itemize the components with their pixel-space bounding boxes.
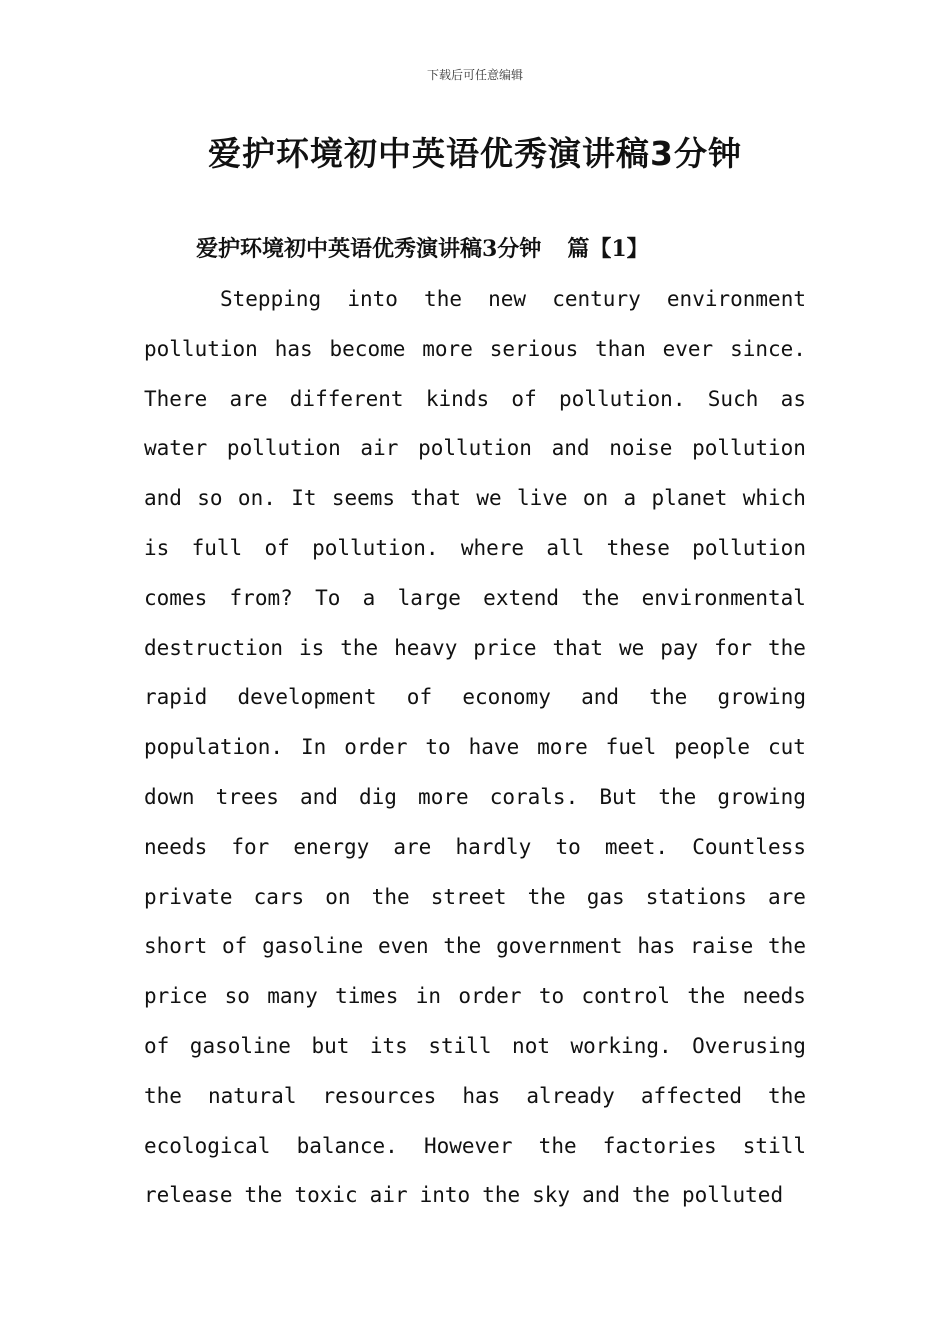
word: are <box>767 884 806 909</box>
document-title: 爱护环境初中英语优秀演讲稿3分钟 <box>208 134 742 173</box>
word: a <box>623 486 637 511</box>
word: since. <box>730 336 806 361</box>
word: economy <box>462 685 551 710</box>
word: It <box>291 486 317 511</box>
word: the <box>340 635 379 660</box>
word: already <box>526 1083 615 1108</box>
word: where <box>460 535 525 560</box>
word: pollution <box>418 436 532 461</box>
word: the <box>538 1133 577 1158</box>
word: we <box>618 635 645 660</box>
word: century <box>552 287 641 311</box>
word: which <box>742 486 806 511</box>
word: its <box>369 1033 408 1058</box>
word: pollution. <box>559 386 686 411</box>
word: these <box>606 535 670 560</box>
word: natural <box>207 1083 297 1108</box>
word: large <box>397 585 461 610</box>
word: gas <box>586 884 625 909</box>
word: are <box>393 834 432 859</box>
word: the <box>581 585 620 610</box>
word: the <box>768 934 806 959</box>
word: and <box>551 436 590 461</box>
word: so <box>197 486 223 511</box>
word: fuel <box>605 735 657 760</box>
word: as <box>780 386 806 411</box>
body-line <box>144 781 806 831</box>
word: to <box>538 984 565 1009</box>
word: many <box>267 984 318 1009</box>
word: into <box>419 1183 471 1208</box>
word: pollution <box>692 535 806 560</box>
word: on <box>582 486 609 511</box>
word: ever <box>662 336 714 361</box>
body-line <box>144 283 806 333</box>
body-line <box>144 831 806 881</box>
word: corals. <box>489 784 579 809</box>
word: serious <box>489 336 579 361</box>
word: even <box>378 934 429 959</box>
word: the <box>649 685 688 710</box>
word: energy <box>293 834 370 859</box>
word: noise <box>609 436 673 461</box>
body-line <box>144 1130 806 1180</box>
word: There <box>144 386 208 411</box>
word: still <box>742 1133 806 1158</box>
word: ecological <box>144 1133 271 1158</box>
word: sky <box>532 1183 571 1208</box>
word: and <box>299 784 338 809</box>
word: Such <box>707 386 759 411</box>
body-line <box>144 1179 806 1229</box>
word: order <box>344 735 408 760</box>
word: gasoline <box>189 1033 291 1058</box>
body-line <box>144 432 806 482</box>
word: a <box>362 585 376 610</box>
word: that <box>410 486 461 511</box>
word: is <box>299 635 325 660</box>
word: development <box>237 685 377 710</box>
word: growing <box>717 784 806 809</box>
word: factories <box>602 1133 717 1158</box>
word: stations <box>645 884 747 909</box>
word: pollution <box>692 436 806 461</box>
word: needs <box>742 984 806 1009</box>
word: for <box>714 635 752 660</box>
word: hardly <box>455 834 532 859</box>
section-heading-title: 爱护环境初中英语优秀演讲稿3分钟 <box>196 236 542 262</box>
word: air <box>360 436 399 461</box>
body-line <box>144 1080 806 1130</box>
word: price <box>144 984 208 1009</box>
word: so <box>224 984 250 1009</box>
word: To <box>315 585 341 610</box>
word: people <box>674 735 751 760</box>
word: resources <box>322 1083 437 1108</box>
header-note: 下载后可任意编辑 <box>426 68 523 82</box>
word: short <box>144 934 208 959</box>
word: for <box>231 834 270 859</box>
word: pollution <box>226 436 341 461</box>
word: water <box>144 436 208 461</box>
word: and <box>144 486 182 511</box>
word: the <box>632 1183 670 1208</box>
word: the <box>443 934 482 959</box>
word: balance. <box>296 1133 398 1158</box>
word: price <box>473 635 537 660</box>
word: the <box>424 287 462 311</box>
body-line <box>144 1030 806 1080</box>
word: air <box>369 1183 408 1208</box>
word: the <box>482 1183 521 1208</box>
word: the <box>144 1083 182 1108</box>
word: more <box>418 784 469 809</box>
word: control <box>581 984 671 1009</box>
section-heading-label: 篇【1】 <box>567 236 649 262</box>
word: to <box>555 834 581 859</box>
word: destruction <box>144 635 284 660</box>
word: raise <box>690 934 754 959</box>
word: and <box>581 685 620 710</box>
word: rapid <box>144 685 208 710</box>
section-heading <box>196 232 649 263</box>
word: times <box>335 984 399 1009</box>
word: growing <box>717 685 806 710</box>
body-line <box>144 980 806 1030</box>
word: not <box>512 1033 550 1058</box>
word: has <box>462 1083 501 1108</box>
word: into <box>347 287 398 311</box>
word: needs <box>144 834 208 859</box>
body-line <box>144 731 806 781</box>
word: population. <box>144 735 284 760</box>
word: pay <box>660 635 699 660</box>
word: street <box>430 884 507 909</box>
word: Stepping <box>220 287 322 311</box>
word: gasoline <box>262 934 364 959</box>
word: full <box>191 535 243 560</box>
word: the <box>768 1083 806 1108</box>
word: comes <box>144 585 208 610</box>
word: we <box>476 486 502 511</box>
word: of <box>264 535 290 560</box>
word: meet. <box>604 834 669 859</box>
word: cut <box>767 735 806 760</box>
body-text <box>144 283 806 1229</box>
word: However <box>423 1133 513 1158</box>
word: of <box>511 386 537 411</box>
word: Overusing <box>692 1033 806 1058</box>
word: the <box>687 984 726 1009</box>
word: But <box>599 784 638 809</box>
word: to <box>425 735 451 760</box>
word: environmental <box>641 585 806 610</box>
word: seems <box>331 486 396 511</box>
word: have <box>468 735 520 760</box>
word: the <box>244 1183 283 1208</box>
body-line <box>144 681 806 731</box>
word: dig <box>359 784 397 809</box>
word: from? <box>229 585 293 610</box>
word: Countless <box>692 834 806 859</box>
body-line <box>144 482 806 532</box>
word: heavy <box>394 635 458 660</box>
word: the <box>371 884 410 909</box>
word: environment <box>666 287 806 311</box>
body-line <box>144 582 806 632</box>
word: of <box>406 685 433 710</box>
word: than <box>595 336 646 361</box>
word: still <box>428 1033 492 1058</box>
word: down <box>144 784 195 809</box>
word: planet <box>651 486 728 511</box>
word: in <box>415 984 441 1009</box>
word: working. <box>570 1033 672 1058</box>
word: government <box>496 934 623 959</box>
body-line <box>144 383 806 433</box>
body-line <box>144 532 806 582</box>
word: has <box>274 336 313 361</box>
word: of <box>144 1033 170 1058</box>
word: toxic <box>294 1183 358 1208</box>
word: is <box>144 535 170 560</box>
word: that <box>552 635 604 660</box>
word: the <box>658 784 697 809</box>
word: on. <box>237 486 276 511</box>
word: private <box>144 884 233 909</box>
word: all <box>546 535 585 560</box>
body-line <box>144 333 806 383</box>
word: kinds <box>425 386 490 411</box>
word: more <box>422 336 473 361</box>
word: and <box>582 1183 620 1208</box>
body-line <box>144 881 806 931</box>
word: the <box>527 884 566 909</box>
word: new <box>488 287 527 311</box>
word: are <box>229 386 268 411</box>
word: on <box>325 884 351 909</box>
word: live <box>516 486 568 511</box>
word: pollution. <box>312 535 439 560</box>
word: the <box>767 635 806 660</box>
word: become <box>329 336 406 361</box>
word: cars <box>253 884 305 909</box>
body-line <box>144 632 806 682</box>
word: In <box>301 735 327 760</box>
word: extend <box>483 585 560 610</box>
word: has <box>637 934 676 959</box>
word: of <box>222 934 248 959</box>
body-line <box>144 930 806 980</box>
word: trees <box>215 784 279 809</box>
word: order <box>458 984 522 1009</box>
word: polluted <box>681 1183 784 1208</box>
word: pollution <box>144 336 258 361</box>
word: more <box>537 735 588 760</box>
word: different <box>289 386 404 411</box>
word: affected <box>640 1083 743 1108</box>
word: release <box>144 1183 233 1208</box>
word: but <box>311 1033 350 1058</box>
